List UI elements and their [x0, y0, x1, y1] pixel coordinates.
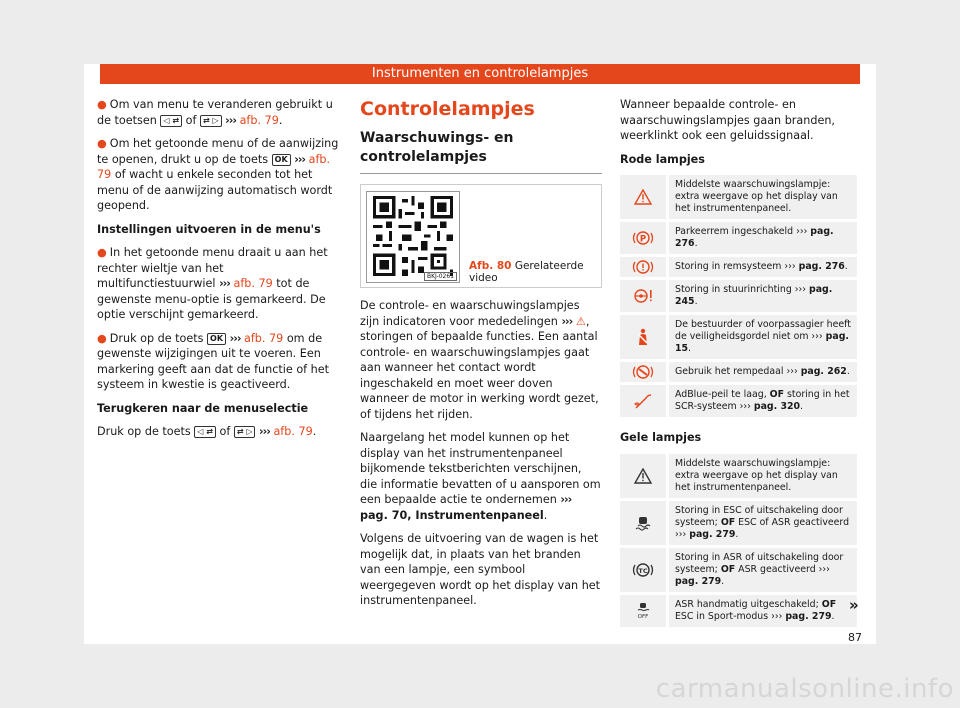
figure-link[interactable]: afb. 79	[244, 331, 284, 345]
page-link[interactable]: pag. 245	[675, 284, 833, 307]
figure-link[interactable]: afb. 79	[97, 152, 331, 181]
bullet-icon: ●	[97, 246, 107, 259]
bullet-icon: ●	[97, 137, 107, 150]
column-right	[620, 97, 860, 640]
paragraph-intro: Wanneer bepaalde controle- en waarschuwingslampjes gaan branden, weerklinkt ook een geluidssignaal.	[620, 98, 835, 142]
table-row: Middelste waarschuwingslampje: extra weergave op het display van het instrumentenpaneel.	[620, 175, 857, 221]
right-arrow-key-icon: ⇄ ▷	[234, 426, 256, 438]
heading-red-lamps: Rode lampjes	[620, 152, 705, 166]
bullet-confirm: ● Druk op de toets OK ››› afb. 79 om de gewenste wijzigingen uit te voeren. Een markering geeft aan dat de functie of het systeem in kwestie is geactiveerd.	[97, 331, 330, 391]
page-link[interactable]: pag. 279	[785, 610, 832, 622]
warning-triangle-icon	[620, 454, 668, 500]
yellow-lamps-table	[620, 454, 857, 630]
page-link[interactable]: pag. 279	[675, 575, 722, 587]
brake-pedal-icon	[620, 361, 668, 384]
left-arrow-key-icon: ◁ ⇄	[194, 426, 216, 438]
table-row: TC Storing in ASR of uitschakeling door systeem; OF ASR geactiveerd ››› pag. 279.	[620, 546, 857, 593]
page-number: 87	[848, 631, 862, 644]
page-link[interactable]: pag. 15	[675, 331, 849, 354]
ok-key-icon: OK	[272, 154, 291, 166]
heading-yellow-lamps: Gele lampjes	[620, 431, 702, 444]
figure-link[interactable]: afb. 79	[239, 113, 279, 127]
table-row: Storing in stuurinrichting ››› pag. 245.	[620, 279, 857, 314]
bullet-select-option: ● In het getoonde menu draait u aan het rechter wieltje van het multifunctiestuurwiel ››› afb. 79 tot de gewenste menu-optie is gemarkeerd. De optie verschijnt gemarkeerd.	[97, 246, 328, 321]
paragraph-indicators: De controle- en waarschuwingslampjes zijn indicatoren voor mededelingen ››› ⚠, storingen of bepaalde functies. Een aantal controle- en waarschuwingslampjes gaat aan wanneer het contact wordt ingeschakeld en moet weer doven wanneer de motor in werking wordt gezet, of tijdens het rijden.	[360, 299, 599, 421]
qr-code-frame[interactable]	[366, 191, 460, 283]
table-row: Storing in ESC of uitschakeling door systeem; OF ESC of ASR geactiveerd ››› pag. 279.	[620, 499, 857, 546]
page-link[interactable]: pag. 70, Instrumentenpaneel	[360, 508, 544, 522]
esc-off-icon	[620, 593, 668, 628]
seatbelt-icon	[620, 314, 668, 361]
paragraph-symbols: Volgens de uitvoering van de wagen is het mogelijk dat, in plaats van het branden van een lampje, een symbool weergegeven wordt op het display van het instrumentenpaneel.	[360, 532, 601, 607]
svg-text:TC: TC	[638, 566, 648, 575]
ok-key-icon: OK	[207, 333, 226, 345]
table-row: De bestuurder of voorpassagier heeft de veiligheidsgordel niet om ››› pag. 15.	[620, 314, 857, 361]
page-link[interactable]: pag. 279	[689, 528, 736, 540]
page-link[interactable]: pag. 276	[675, 226, 834, 249]
section-subtitle: Waarschuwings- en controlelampjes	[360, 130, 514, 165]
heading-back: Terugkeren naar de menuselectie	[97, 401, 309, 415]
paragraph-text-messages: Naargelang het model kunnen op het display van het instrumentenpaneel bijkomende tekstberichten verschijnen, die informatie bevatten of u aansporen om een bepaalde actie te ondernemen ››› pag. 70, Instrumentenpaneel.	[360, 431, 601, 522]
table-row: Gebruik het rempedaal ››› pag. 262.	[620, 361, 857, 384]
continue-mark: »	[849, 596, 859, 614]
figure-label: Afb. 80	[469, 260, 512, 272]
warning-triangle-icon: ⚠	[575, 314, 586, 328]
red-lamps-table	[620, 175, 857, 420]
right-arrow-key-icon: ⇄ ▷	[200, 115, 222, 127]
svg-text:P: P	[639, 234, 647, 245]
figure-80	[360, 184, 602, 288]
tc-icon	[620, 546, 668, 593]
steering-icon	[620, 279, 668, 314]
left-arrow-key-icon: ◁ ⇄	[160, 115, 182, 127]
paragraph-back: Druk op de toets ◁ ⇄ of ⇄ ▷ ››› afb. 79.	[97, 425, 317, 438]
svg-text:OFF: OFF	[637, 613, 649, 620]
column-middle	[360, 97, 602, 617]
qr-code-icon	[373, 196, 453, 276]
table-row: OFF ASR handmatig uitgeschakeld; OF ESC in Sport-modus ››› pag. 279.	[620, 593, 857, 628]
bullet-icon: ●	[97, 98, 107, 111]
esc-icon	[620, 499, 668, 546]
bullet-change-menu: ● Om van menu te veranderen gebruikt u de toetsen ◁ ⇄ of ⇄ ▷ ››› afb. 79.	[97, 98, 333, 127]
figure-code: BKJ-0261	[424, 272, 457, 281]
table-row: Storing in remsysteem ››› pag. 276.	[620, 256, 857, 279]
table-row: AdBlue-peil te laag, OF storing in het SCR-systeem ››› pag. 320.	[620, 384, 857, 419]
heading-settings: Instellingen uitvoeren in de menu's	[97, 222, 321, 236]
parking-brake-icon	[620, 221, 668, 256]
bullet-open-menu: ● Om het getoonde menu of de aanwijzing te openen, drukt u op de toets OK ››› afb. 79 of wacht u enkele seconden tot het menu of de aanwijzing automatisch wordt geopend.	[97, 137, 339, 212]
figure-link[interactable]: afb. 79	[273, 425, 313, 438]
figure-caption: Afb. 80 Gerelateerde video	[469, 260, 584, 284]
warning-triangle-icon	[620, 175, 668, 221]
table-row: P Parkeerrem ingeschakeld ››› pag. 276.	[620, 221, 857, 256]
figure-link[interactable]: afb. 79	[233, 277, 273, 290]
page-link[interactable]: pag. 320	[753, 401, 801, 412]
section-title: Controlelampjes	[360, 98, 535, 120]
page-link[interactable]: pag. 276	[798, 261, 845, 272]
column-left	[97, 97, 342, 448]
table-row: Middelste waarschuwingslampje: extra weergave op het display van het instrumentenpaneel.	[620, 454, 857, 500]
subtitle-block	[360, 129, 602, 174]
page-header: Instrumenten en controlelampjes	[100, 64, 860, 84]
page-link[interactable]: pag. 262	[800, 366, 847, 377]
watermark: carmanualsonline.info	[655, 674, 954, 704]
brake-system-icon	[620, 256, 668, 279]
bullet-icon: ●	[97, 331, 107, 345]
adblue-icon	[620, 384, 668, 419]
